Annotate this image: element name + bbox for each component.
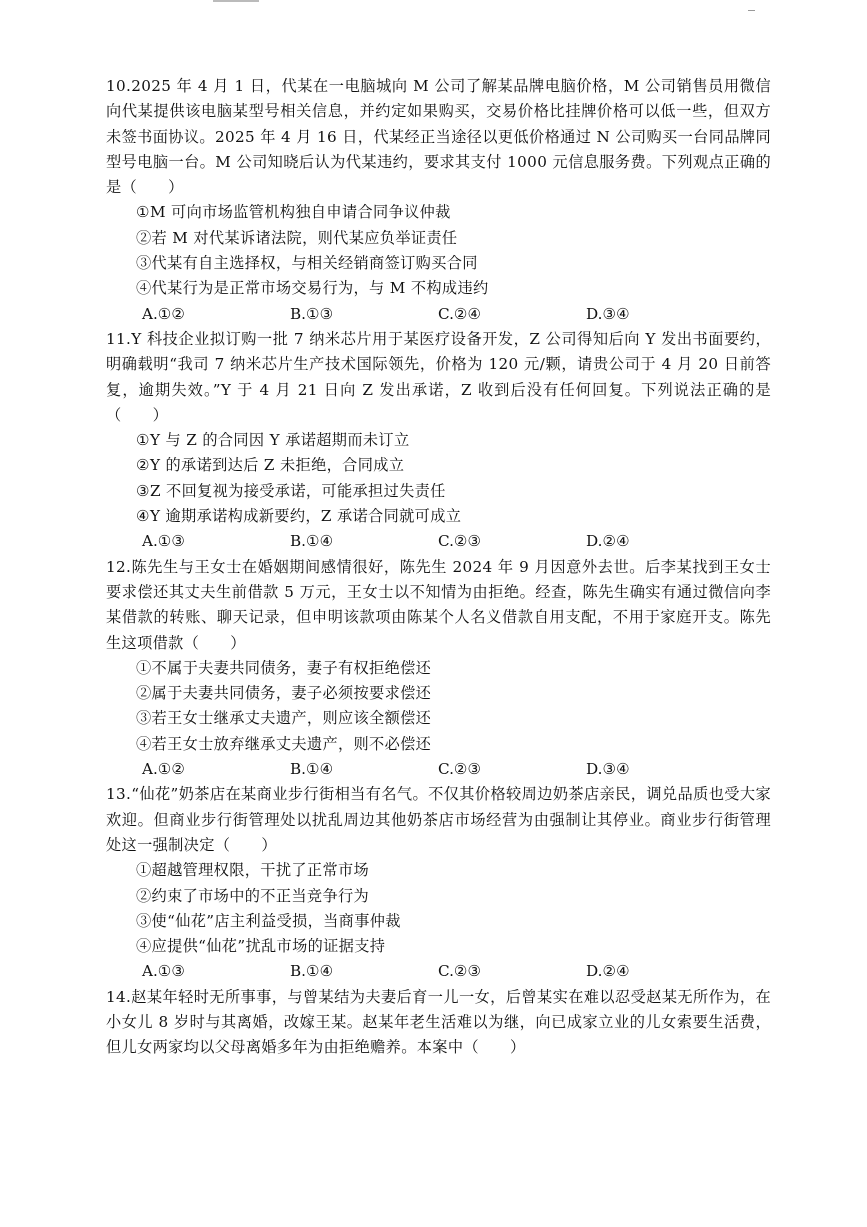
question-10 [106,74,771,327]
option-2: ②约束了市场中的不正当竞争行为 [136,886,370,905]
choice-c: C.②③ [438,962,482,981]
option-4: ④Y 逾期承诺构成新要约，Z 承诺合同就可成立 [136,507,462,526]
question-12 [106,555,771,783]
choice-b: B.①④ [290,760,334,779]
choice-b: B.①③ [290,304,334,323]
choice-a: A.①② [142,304,186,323]
choice-b: B.①④ [290,532,334,551]
choice-c: C.②③ [438,760,482,779]
question-stem: 10.2025 年 4 月 1 日，代某在一电脑城向 M 公司了解某品牌电脑价格，M 公司销售员用微信向代某提供该电脑某型号相关信息，并约定如果购买，交易价格比挂牌价格可以低一些，但双方未签书面协议。2025 年 4 月 16 日，代某经正当途径以更低价格通过 N 公司购买一台同品牌同型号电脑一台。M 公司知晓后认为代某违约，要求其支付 1000 元信息服务费。下列观点正确的是（ ） [106,77,771,197]
question-stem: 11.Y 科技企业拟订购一批 7 纳米芯片用于某医疗设备开发，Z 公司得知后向 Y 发出书面要约，明确载明“我司 7 纳米芯片生产技术国际领先，价格为 120 元/颗，请贵公司于 4 月 20 日前答复，逾期失效。”Y 于 4 月 21 日向 Z 发出承诺，Z 收到后没有任何回复。下列说法正确的是（ ） [106,329,771,424]
choice-c: C.②③ [438,532,482,551]
option-1: ①超越管理权限，干扰了正常市场 [136,861,370,880]
choice-a: A.①③ [142,962,186,981]
scan-artifact-top [213,0,259,2]
scan-artifact-right [748,10,755,11]
choice-d: D.②④ [586,962,630,981]
option-4: ④代某行为是正常市场交易行为，与 M 不构成违约 [136,279,489,298]
choice-c: C.②④ [438,304,482,323]
option-3: ③Z 不回复视为接受承诺，可能承担过失责任 [136,481,446,500]
choice-a: A.①③ [142,532,186,551]
exam-page [106,74,771,1061]
choice-b: B.①④ [290,962,334,981]
option-4: ④应提供“仙花”扰乱市场的证据支持 [136,937,386,956]
answer-choices [142,757,771,782]
choice-a: A.①② [142,760,186,779]
question-13 [106,782,771,984]
answer-choices [142,529,771,554]
answer-choices [142,959,771,984]
question-11 [106,327,771,555]
question-14 [106,985,771,1061]
question-stem: 12.陈先生与王女士在婚姻期间感情很好，陈先生 2024 年 9 月因意外去世。后李某找到王女士要求偿还其丈夫生前借款 5 万元，王女士以不知情为由拒绝。经查，陈先生确实有通过微信向李某借款的转账、聊天记录，但申明该款项由陈某个人名义借款自用支配，不用于家庭开支。陈先生这项借款（ ） [106,557,771,652]
option-1: ①M 可向市场监管机构独自申请合同争议仲裁 [136,203,451,222]
answer-choices [142,302,771,327]
option-2: ②Y 的承诺到达后 Z 未拒绝，合同成立 [136,456,405,475]
choice-d: D.③④ [586,304,630,323]
option-3: ③代某有自主选择权，与相关经销商签订购买合同 [136,254,478,273]
option-2: ②属于夫妻共同债务，妻子必须按要求偿还 [136,684,432,703]
option-3: ③若王女士继承丈夫遗产，则应该全额偿还 [136,709,432,728]
question-stem: 14.赵某年轻时无所事事，与曾某结为夫妻后育一儿一女，后曾某实在难以忍受赵某无所作为，在小女儿 8 岁时与其离婚，改嫁王某。赵某年老生活难以为继，向已成家立业的儿女索要生活费，但儿女两家均以父母离婚多年为由拒绝赡养。本案中（ ） [106,987,771,1057]
question-stem: 13.“仙花”奶茶店在某商业步行街相当有名气。不仅其价格较周边奶茶店亲民，调兑品质也受大家欢迎。但商业步行街管理处以扰乱周边其他奶茶店市场经营为由强制让其停业。商业步行街管理处这一强制决定（ ） [106,785,771,854]
option-2: ②若 M 对代某诉诸法院，则代某应负举证责任 [136,228,458,247]
option-3: ③使“仙花”店主利益受损，当商事仲裁 [136,911,401,930]
option-1: ①Y 与 Z 的合同因 Y 承诺超期而未订立 [136,431,410,450]
choice-d: D.③④ [586,760,630,779]
option-4: ④若王女士放弃继承丈夫遗产，则不必偿还 [136,734,432,753]
option-1: ①不属于夫妻共同债务，妻子有权拒绝偿还 [136,658,432,677]
choice-d: D.②④ [586,532,630,551]
